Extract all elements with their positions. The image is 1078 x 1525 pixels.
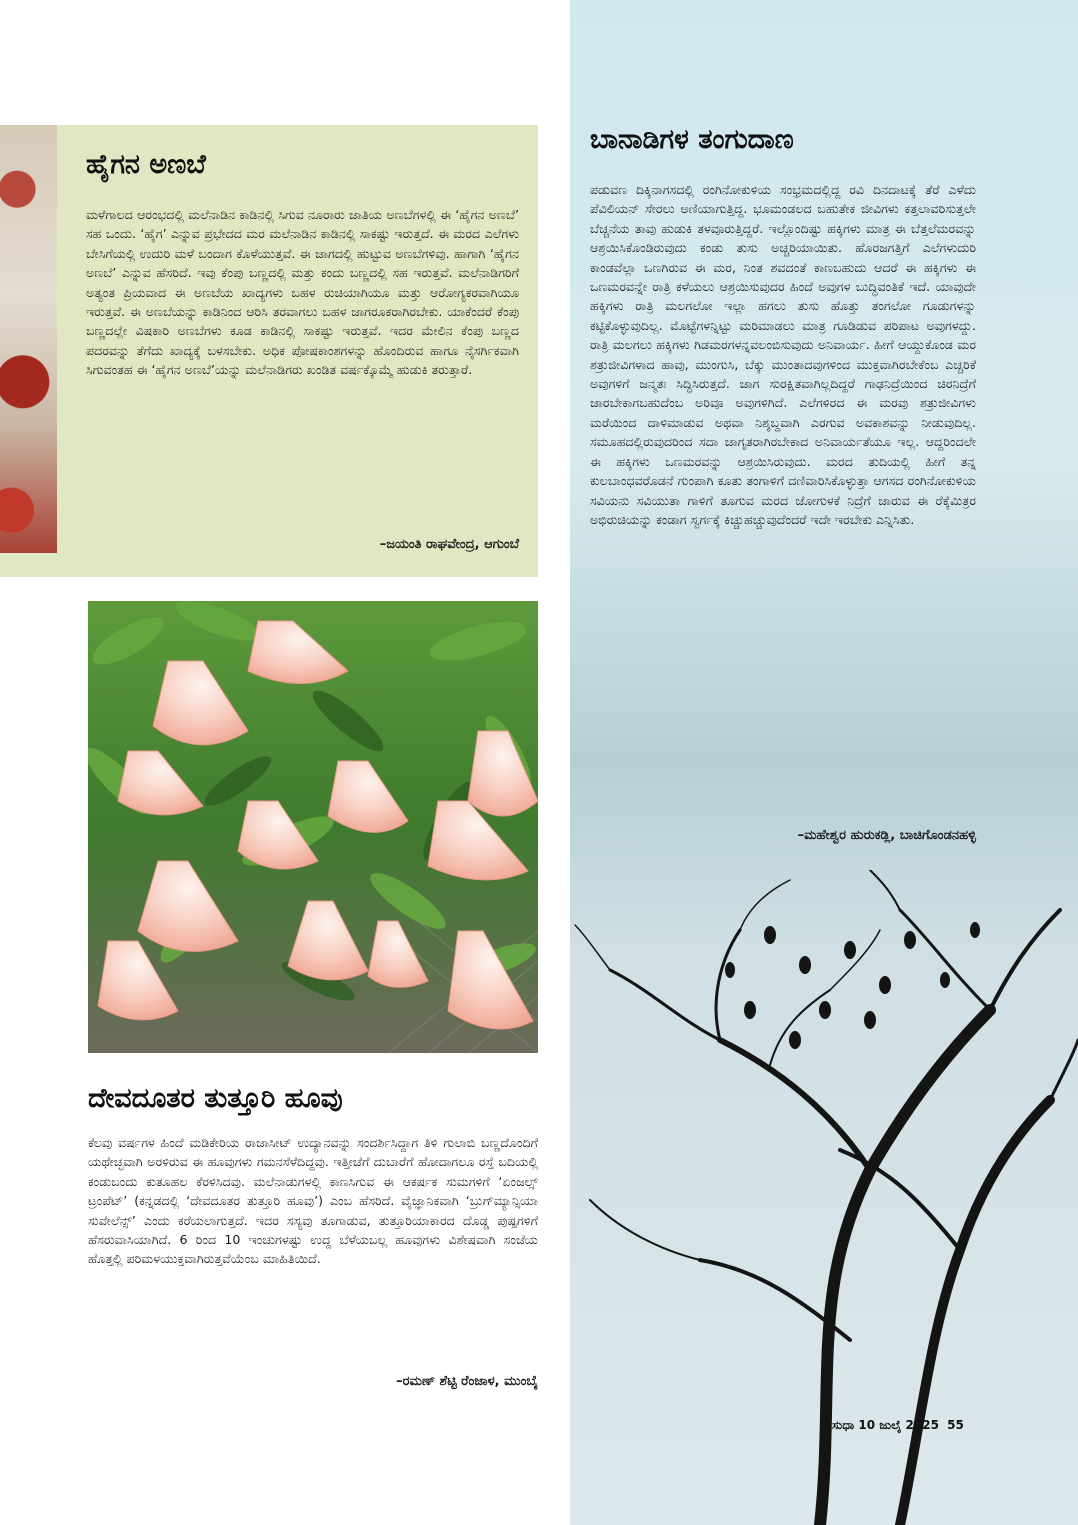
birds-article-byline: –ಮಹೇಶ್ವರ ಹುರುಕಡ್ಲಿ, ಬಾಚಿಗೊಂಡನಹಳ್ಳಿ	[797, 828, 976, 843]
mushroom-article-title: ಹೈಗನ ಅಣಬೆ	[86, 149, 206, 180]
mushroom-article-byline: –ಜಯಂತಿ ರಾಘವೇಂದ್ರ, ಆಗುಂಬೆ	[379, 537, 519, 552]
angels-trumpet-photo	[88, 601, 538, 1053]
angels-trumpet-article-byline: –ರಮಣ್ ಶೆಟ್ಟಿ ರೆಂಜಾಳ, ಮುಂಬೈ	[396, 1374, 538, 1389]
angels-trumpet-article-title: ದೇವದೂತರ ತುತ್ತೂರಿ ಹೂವು	[88, 1083, 343, 1114]
page-number: 55	[947, 1418, 964, 1432]
bare-tree-silhouette	[570, 870, 1078, 1525]
birds-article-body: ಪಡುವಣ ದಿಕ್ಕಿನಾಗಸದಲ್ಲಿ ರಂಗಿನೋಕುಳಿಯ ಸಂಭ್ರಮದಲ್ಲಿದ್ದ ರವಿ ದಿನದಾಟಕ್ಕೆ ತೆರೆ ಎಳೆದು ಪೆವಿಲಿಯನ್ ಸೇರಲು ಅಣಿಯಾಗುತ್ತಿದ್ದ. ಭೂಮಂಡಲದ ಬಹುತೇಕ ಜೀವಿಗಳು ಕತ್ತಲಾವರಿಸುತ್ತಲೇ ಬೆಚ್ಚನೆಯ ತಾವು ಹುಡುಕಿ ತಳವೂರುತ್ತಿದ್ದರೆ. ಇಲ್ಲೊಂದಿಷ್ಟು ಹಕ್ಕಿಗಳು ಮಾತ್ರ ಈ ಬೆತ್ತಲೆಮರವನ್ನು ಆಶ್ರಯಿಸಿಕೊಂಡಿರುವುದು ಕಂಡು ತುಸು ಅಚ್ಚರಿಯಾಯಿತು. ಹೊರಜಗತ್ತಿಗೆ ಎಲೆಗಳುದುರಿ ಕಾಂಡವೆಲ್ಲಾ ಒಣಗಿರುವ ಈ ಮರ, ನಿಂತ ಶವದಂತೆ ಕಾಣಬಹುದು ಆದರೆ ಈ ಹಕ್ಕಿಗಳು ಈ ಒಣಮರವನ್ನೇ ರಾತ್ರಿ ಕಳೆಯಲು ಆಶ್ರಯಿಸುವುದರ ಹಿಂದೆ ಅವುಗಳ ಬುದ್ಧಿವಂತಿಕೆ ಇದೆ. ಯಾವುದೇ ಹಕ್ಕಿಗಳು ರಾತ್ರಿ ಮಲಗಲೋ ಇಲ್ಲಾ ಹಗಲು ತುಸು ಹೊತ್ತು ತಂಗಲೋ ಗೂಡುಗಳನ್ನು ಕಟ್ಟಿಕೊಳ್ಳುವುದಿಲ್ಲ. ಮೊಟ್ಟೆಗಳನ್ನಿಟ್ಟು ಮರಿಮಾಡಲು ಮಾತ್ರ ಗೂಡಿಡುವ ಪರಿಪಾಟ ಅವುಗಳದ್ದು. ರಾತ್ರಿ ಮಲಗಲು ಹಕ್ಕಿಗಳು ಗಿಡಮರಗಳನ್ನವಲಂಬಿಸುವುದು ಅನಿವಾರ್ಯ. ಹೀಗೆ ಆಯ್ದುಕೊಂಡ ಮರ ಶತ್ರುಜೀವಿಗಳಾದ ಹಾವು, ಮುಂಗುಸಿ, ಬೆಕ್ಕು ಮುಂತಾದವುಗಳಿಂದ ಮುಕ್ತವಾಗಿರಬೇಕೆಂಬ ಎಚ್ಚರಿಕೆ ಅವುಗಳಿಗೆ ಜನ್ಮತಃ ಸಿದ್ಧಿಸಿರುತ್ತದೆ. ಜಾಗ ಸುರಕ್ಷಿತವಾಗಿಲ್ಲದಿದ್ದರೆ ಗಾಢನಿದ್ರೆಯಿಂದ ಚಿರನಿದ್ರೆಗೆ ಜಾರಬೇಕಾಗಬಹುದೆಂಬ ಅರಿವೂ ಅವುಗಳಿಗಿದೆ. ಎಲೆಗಳಿರದ ಈ ಮರವು ಶತ್ರುಜೀವಿಗಳು ಮರೆಯಿಂದ ದಾಳಿಮಾಡುವ ಅಥವಾ ನಿಶ್ಶಬ್ದವಾಗಿ ಎರಗುವ ಅವಕಾಶವನ್ನು ನೀಡುವುದಿಲ್ಲ. ಸಮೂಹದಲ್ಲಿರುವುದರಿಂದ ಸದಾ ಜಾಗೃತರಾಗಿರಬೇಕಾದ ಅನಿವಾರ್ಯತೆಯೂ ಇಲ್ಲ. ಆದ್ದರಿಂದಲೇ ಈ ಹಕ್ಕಿಗಳು ಒಣಮರವನ್ನು ಆಶ್ರಯಿಸಿರುವುದು. ಮರದ ತುದಿಯಲ್ಲಿ ಹೀಗೆ ತನ್ನ ಕುಲಬಾಂಧವರೊಡನೆ ಗುಂಪಾಗಿ ಕೂತು ತಂಗಾಳಿಗೆ ದಣಿವಾರಿಸಿಕೊಳ್ಳುತ್ತಾ ಆಗಸದ ರಂಗಿನೋಕುಳಿಯ ಸವಿಯನು ಸವಿಯುತಾ ಗಾಳಿಗೆ ತೂಗುವ ಮರದ ಜೋಗುಳಕೆ ನಿದ್ರೆಗೆ ಜಾರುವ ಈ ರೆಕ್ಕೆಮಿತ್ರರ ಅಭಿರುಚಿಯನ್ನು ಕಂಡಾಗ ಸ್ವರ್ಗಕ್ಕೆ ಕಿಚ್ಚುಹಚ್ಚುವುದೆಂದರೆ ಇದೇ ಇರಬೇಕು ಎನ್ನಿಸಿತು.	[590, 182, 976, 527]
mushroom-article-box	[0, 125, 538, 577]
right-column	[570, 0, 1078, 1525]
angels-trumpet-article-body: ಕೆಲವು ವರ್ಷಗಳ ಹಿಂದೆ ಮಡಿಕೇರಿಯ ರಾಜಾಸೀಟ್ ಉದ್ಯಾನವನ್ನು ಸಂದರ್ಶಿಸಿದ್ದಾಗ ತಿಳಿ ಗುಲಾಬಿ ಬಣ್ಣದೊಂದಿಗೆ ಯಥೇಚ್ಛವಾಗಿ ಅರಳಿರುವ ಈ ಹೂವುಗಳು ಗಮನಸೆಳೆದಿದ್ದವು. ಇತ್ತೀಚೆಗೆ ದುಬಾರೆಗೆ ಹೋದಾಗಲೂ ರಸ್ತೆ ಬದಿಯಲ್ಲಿ ಕಂಡುಬಂದು ಕುತೂಹಲ ಕೆರಳಿಸಿದವು. ಮಲೆನಾಡುಗಳಲ್ಲಿ ಕಾಣಸಿಗುವ ಈ ಆಕರ್ಷಕ ಸುಮಗಳಿಗೆ ‘ಏಂಜಲ್ಸ್ ಟ್ರಂಪೆಟ್’ (ಕನ್ನಡದಲ್ಲಿ ‘ದೇವದೂತರ ತುತ್ತೂರಿ ಹೂವು’) ಎಂಬ ಹೆಸರಿದೆ. ವೈಜ್ಞಾನಿಕವಾಗಿ ‘ಬ್ರುಗ್‌ಮ್ಯಾನ್ಸಿಯಾ ಸುವೇಲೆನ್ಸ್’ ಎಂದು ಕರೆಯಲಾಗುತ್ತದೆ. ಇದರ ಸಸ್ಯವು ತೂಗಾಡುವ, ತುತ್ತೂರಿಯಾಕಾರದ ದೊಡ್ಡ ಪುಷ್ಪಗಳಿಗೆ ಹೆಸರುವಾಸಿಯಾಗಿದೆ. 6 ರಿಂದ 10 ಇಂಚುಗಳಷ್ಟು ಉದ್ದ ಬೆಳೆಯಬಲ್ಲ ಹೂವುಗಳು ವಿಶೇಷವಾಗಿ ಸಂಜೆಯ ಹೊತ್ತಲ್ಲಿ ಪರಿಮಳಯುಕ್ತವಾಗಿರುತ್ತವೆಯೆಂಬ ಮಾಹಿತಿಯಿದೆ.	[88, 1135, 538, 1267]
mushroom-dish-photo	[0, 125, 57, 553]
mushroom-article-body: ಮಳೆಗಾಲದ ಆರಂಭದಲ್ಲಿ ಮಲೆನಾಡಿನ ಕಾಡಿನಲ್ಲಿ ಸಿಗುವ ನೂರಾರು ಜಾತಿಯ ಅಣಬೆಗಳಲ್ಲಿ ಈ ‘ಹೈಗನ ಅಣಬೆ’ ಸಹ ಒಂದು. ‘ಹೈಗ’ ಎನ್ನುವ ಪ್ರಭೇದದ ಮರ ಮಲೆನಾಡಿನ ಕಾಡಿನಲ್ಲಿ ಸಾಕಷ್ಟು ಇರುತ್ತದೆ. ಈ ಮರದ ಎಲೆಗಳು ಬೇಸಿಗೆಯಲ್ಲಿ ಉದುರಿ ಮಳೆ ಬಂದಾಗ ಕೊಳೆಯುತ್ತವೆ. ಈ ಜಾಗದಲ್ಲಿ ಹುಟ್ಟುವ ಅಣಬೆಗಳಿವು. ಹಾಗಾಗಿ ‘ಹೈಗನ ಅಣಬೆ’ ಎನ್ನುವ ಹೆಸರಿದೆ. ಇವು ಕೆಂಪು ಬಣ್ಣದಲ್ಲಿ ಮತ್ತು ಕಂದು ಬಣ್ಣದಲ್ಲಿ ಸಹ ಇರುತ್ತವೆ. ಮಲೆನಾಡಿಗರಿಗೆ ಅತ್ಯಂತ ಪ್ರಿಯವಾದ ಈ ಅಣಬೆಯ ಖಾದ್ಯಗಳು ಬಹಳ ರುಚಿಯಾಗಿಯೂ ಮತ್ತು ಆರೋಗ್ಯಕರವಾಗಿಯೂ ಇರುತ್ತವೆ. ಈ ಅಣಬೆಯನ್ನು ಕಾಡಿನಿಂದ ಆರಿಸಿ ತರವಾಗಲು ಬಹಳ ಜಾಗರೂಕರಾಗಿರಬೇಕು. ಯಾಕೆಂದರೆ ಕೆಂಪು ಬಣ್ಣದಲ್ಲೇ ವಿಷಕಾರಿ ಅಣಬೆಗಳು ಕೂಡ ಕಾಡಿನಲ್ಲಿ ಸಾಕಷ್ಟು ಇರುತ್ತವೆ. ಇದರ ಮೇಲಿನ ಕೆಂಪು ಬಣ್ಣದ ಪದರವನ್ನು ತೆಗೆದು ಖಾದ್ಯಕ್ಕೆ ಬಳಸಬೇಕು. ಅಧಿಕ ಪೋಷಕಾಂಶಗಳನ್ನು ಹೊಂದಿರುವ ಹಾಗೂ ನೈಸರ್ಗಿಕವಾಗಿ ಸಿಗುವಂತಹ ಈ ‘ಹೈಗನ ಅಣಬೆ’ಯನ್ನು ಮಲೆನಾಡಿಗರು ಖಂಡಿತ ವರ್ಷಕ್ಕೊಮ್ಮೆ ಹುಡುಕಿ ತರುತ್ತಾರೆ.	[86, 207, 519, 378]
page-footer	[832, 1418, 964, 1433]
birds-article-title: ಬಾನಾಡಿಗಳ ತಂಗುದಾಣ	[590, 124, 794, 155]
issue-label: ಸುಧಾ 10 ಜುಲೈ 2025	[832, 1418, 939, 1432]
